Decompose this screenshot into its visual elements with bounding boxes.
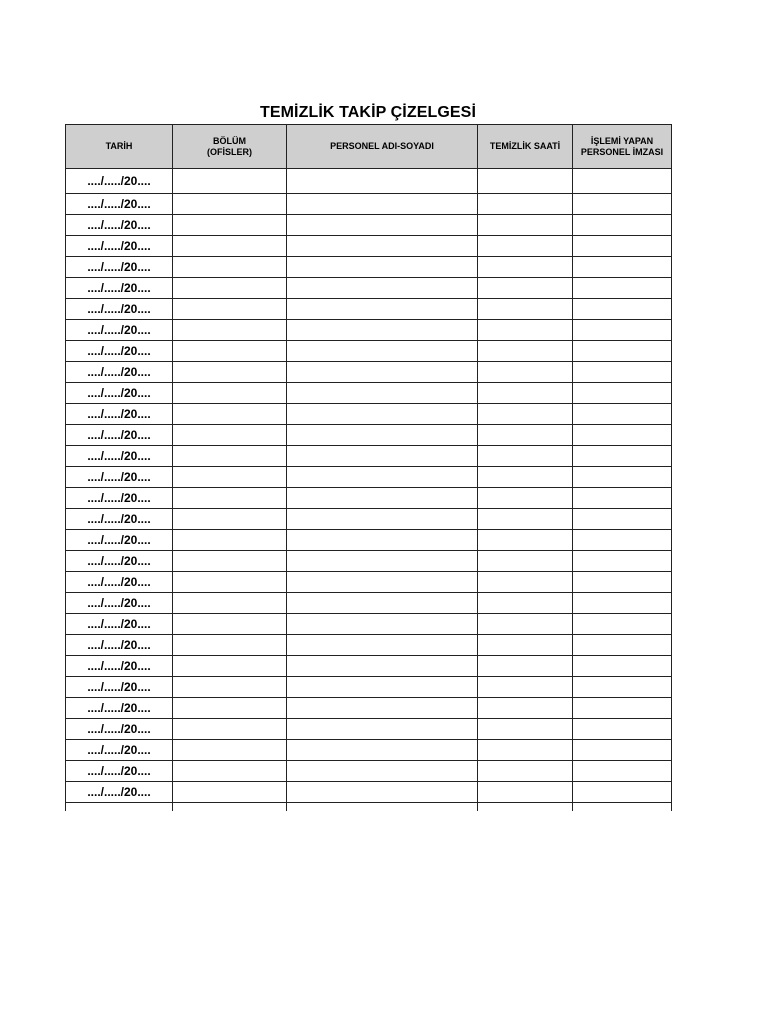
cleaning-time-cell[interactable] [478,530,573,551]
table-row [66,169,672,194]
table-row [66,719,672,740]
signature-cell[interactable] [573,740,672,761]
table-row [66,488,672,509]
staff-name-cell[interactable] [287,698,478,719]
table-row [66,572,672,593]
date-cell: ..../...../20.... [66,530,173,551]
signature-cell[interactable] [573,383,672,404]
staff-name-cell[interactable] [287,719,478,740]
table-row [66,530,672,551]
staff-name-cell[interactable] [287,341,478,362]
table-row [66,782,672,803]
cleaning-time-cell[interactable] [478,299,573,320]
signature-cell[interactable] [573,593,672,614]
cleaning-time-cell[interactable] [478,656,573,677]
cleaning-time-cell[interactable] [478,362,573,383]
cleaning-time-cell[interactable] [478,782,573,803]
department-cell[interactable] [173,320,287,341]
date-cell: ..../...../20.... [66,257,173,278]
staff-name-cell[interactable] [287,572,478,593]
cleaning-time-cell[interactable] [478,257,573,278]
table-row [66,236,672,257]
cleaning-time-cell[interactable] [478,677,573,698]
signature-cell[interactable] [573,614,672,635]
staff-name-cell[interactable] [287,635,478,656]
staff-name-cell[interactable] [287,383,478,404]
signature-cell[interactable] [573,194,672,215]
cleaning-time-cell[interactable] [478,341,573,362]
department-cell[interactable] [173,656,287,677]
cleaning-time-cell[interactable] [478,488,573,509]
signature-cell[interactable] [573,341,672,362]
table-row [66,593,672,614]
empty-cell [173,803,287,812]
staff-name-cell[interactable] [287,446,478,467]
cleaning-time-cell[interactable] [478,194,573,215]
signature-cell[interactable] [573,278,672,299]
table-row [66,425,672,446]
cleaning-time-cell[interactable] [478,698,573,719]
staff-name-cell[interactable] [287,740,478,761]
signature-cell[interactable] [573,404,672,425]
signature-cell[interactable] [573,467,672,488]
staff-name-cell[interactable] [287,236,478,257]
cleaning-time-cell[interactable] [478,614,573,635]
signature-cell[interactable] [573,509,672,530]
date-cell: ..../...../20.... [66,278,173,299]
cleaning-time-cell[interactable] [478,236,573,257]
department-cell[interactable] [173,740,287,761]
table-body [66,169,672,812]
cleaning-time-cell[interactable] [478,446,573,467]
cleaning-time-cell[interactable] [478,761,573,782]
cleaning-time-cell[interactable] [478,383,573,404]
staff-name-cell[interactable] [287,299,478,320]
date-cell: ..../...../20.... [66,446,173,467]
table-row [66,278,672,299]
department-cell[interactable] [173,719,287,740]
date-cell: ..../...../20.... [66,782,173,803]
date-cell: ..../...../20.... [66,761,173,782]
header-cleaning-time: TEMİZLİK SAATİ [478,125,573,169]
date-cell: ..../...../20.... [66,341,173,362]
staff-name-cell[interactable] [287,194,478,215]
department-cell[interactable] [173,362,287,383]
staff-name-cell[interactable] [287,656,478,677]
date-cell: ..../...../20.... [66,698,173,719]
cleaning-time-cell[interactable] [478,509,573,530]
cleaning-time-cell[interactable] [478,215,573,236]
date-cell: ..../...../20.... [66,320,173,341]
department-cell[interactable] [173,761,287,782]
date-cell: ..../...../20.... [66,593,173,614]
signature-cell[interactable] [573,299,672,320]
department-cell[interactable] [173,635,287,656]
table-row [66,698,672,719]
signature-cell[interactable] [573,320,672,341]
document-title: TEMİZLİK TAKİP ÇİZELGESİ [259,104,477,121]
table-row [66,761,672,782]
header-date: TARİH [66,125,173,169]
staff-name-cell[interactable] [287,593,478,614]
staff-name-cell[interactable] [287,215,478,236]
staff-name-cell[interactable] [287,488,478,509]
department-cell[interactable] [173,446,287,467]
department-cell[interactable] [173,530,287,551]
cleaning-log-table [65,124,672,811]
staff-name-cell[interactable] [287,782,478,803]
empty-cell [66,803,173,812]
date-cell: ..../...../20.... [66,383,173,404]
header-staff-name: PERSONEL ADI-SOYADI [287,125,478,169]
signature-cell[interactable] [573,425,672,446]
table-row [66,614,672,635]
signature-cell[interactable] [573,362,672,383]
signature-cell[interactable] [573,677,672,698]
signature-cell[interactable] [573,488,672,509]
department-cell[interactable] [173,257,287,278]
cleaning-time-cell[interactable] [478,635,573,656]
date-cell: ..../...../20.... [66,404,173,425]
department-cell[interactable] [173,593,287,614]
date-cell: ..../...../20.... [66,425,173,446]
signature-cell[interactable] [573,215,672,236]
table-row [66,467,672,488]
staff-name-cell[interactable] [287,320,478,341]
staff-name-cell[interactable] [287,404,478,425]
empty-cell [478,803,573,812]
date-cell: ..../...../20.... [66,467,173,488]
table-row [66,446,672,467]
date-cell: ..../...../20.... [66,635,173,656]
signature-cell[interactable] [573,530,672,551]
cleaning-time-cell[interactable] [478,551,573,572]
department-cell[interactable] [173,488,287,509]
staff-name-cell[interactable] [287,530,478,551]
table-row [66,257,672,278]
department-cell[interactable] [173,467,287,488]
date-cell: ..../...../20.... [66,169,173,194]
department-cell[interactable] [173,215,287,236]
header-row [66,125,672,169]
date-cell: ..../...../20.... [66,656,173,677]
staff-name-cell[interactable] [287,614,478,635]
date-cell: ..../...../20.... [66,572,173,593]
signature-cell[interactable] [573,572,672,593]
cleaning-time-cell[interactable] [478,169,573,194]
signature-cell[interactable] [573,782,672,803]
signature-cell[interactable] [573,719,672,740]
header-staff-signature: İŞLEMİ YAPAN PERSONEL İMZASI [573,125,672,169]
signature-cell[interactable] [573,446,672,467]
date-cell: ..../...../20.... [66,509,173,530]
table-row [66,194,672,215]
department-cell[interactable] [173,572,287,593]
table-row [66,383,672,404]
table-row [66,656,672,677]
signature-cell[interactable] [573,169,672,194]
date-cell: ..../...../20.... [66,362,173,383]
department-cell[interactable] [173,341,287,362]
date-cell: ..../...../20.... [66,740,173,761]
cleaning-time-cell[interactable] [478,740,573,761]
date-cell: ..../...../20.... [66,614,173,635]
cleaning-time-cell[interactable] [478,572,573,593]
date-cell: ..../...../20.... [66,215,173,236]
staff-name-cell[interactable] [287,551,478,572]
cleaning-time-cell[interactable] [478,593,573,614]
staff-name-cell[interactable] [287,362,478,383]
cleaning-time-cell[interactable] [478,404,573,425]
signature-cell[interactable] [573,635,672,656]
table-row [66,299,672,320]
date-cell: ..../...../20.... [66,299,173,320]
department-cell[interactable] [173,425,287,446]
staff-name-cell[interactable] [287,257,478,278]
staff-name-cell[interactable] [287,169,478,194]
department-cell[interactable] [173,551,287,572]
signature-cell[interactable] [573,656,672,677]
table-row [66,509,672,530]
department-cell[interactable] [173,698,287,719]
empty-cell [573,803,672,812]
department-cell[interactable] [173,194,287,215]
staff-name-cell[interactable] [287,677,478,698]
signature-cell[interactable] [573,551,672,572]
table-row [66,803,672,812]
table-row [66,341,672,362]
cleaning-time-cell[interactable] [478,467,573,488]
staff-name-cell[interactable] [287,509,478,530]
table-row [66,740,672,761]
cleaning-time-cell[interactable] [478,278,573,299]
date-cell: ..../...../20.... [66,194,173,215]
staff-name-cell[interactable] [287,278,478,299]
department-cell[interactable] [173,383,287,404]
date-cell: ..../...../20.... [66,236,173,257]
signature-cell[interactable] [573,698,672,719]
table-row [66,320,672,341]
table-row [66,404,672,425]
table-row [66,362,672,383]
signature-cell[interactable] [573,257,672,278]
department-cell[interactable] [173,299,287,320]
header-department: BÖLÜM (OFİSLER) [173,125,287,169]
department-cell[interactable] [173,509,287,530]
date-cell: ..../...../20.... [66,488,173,509]
staff-name-cell[interactable] [287,425,478,446]
cleaning-time-cell[interactable] [478,425,573,446]
department-cell[interactable] [173,404,287,425]
department-cell[interactable] [173,782,287,803]
cleaning-time-cell[interactable] [478,320,573,341]
date-cell: ..../...../20.... [66,677,173,698]
date-cell: ..../...../20.... [66,719,173,740]
department-cell[interactable] [173,236,287,257]
cleaning-time-cell[interactable] [478,719,573,740]
signature-cell[interactable] [573,761,672,782]
department-cell[interactable] [173,278,287,299]
table-row [66,677,672,698]
staff-name-cell[interactable] [287,467,478,488]
signature-cell[interactable] [573,236,672,257]
department-cell[interactable] [173,614,287,635]
table-row [66,215,672,236]
date-cell: ..../...../20.... [66,551,173,572]
department-cell[interactable] [173,169,287,194]
department-cell[interactable] [173,677,287,698]
staff-name-cell[interactable] [287,761,478,782]
table-row [66,551,672,572]
table-row [66,635,672,656]
empty-cell [287,803,478,812]
